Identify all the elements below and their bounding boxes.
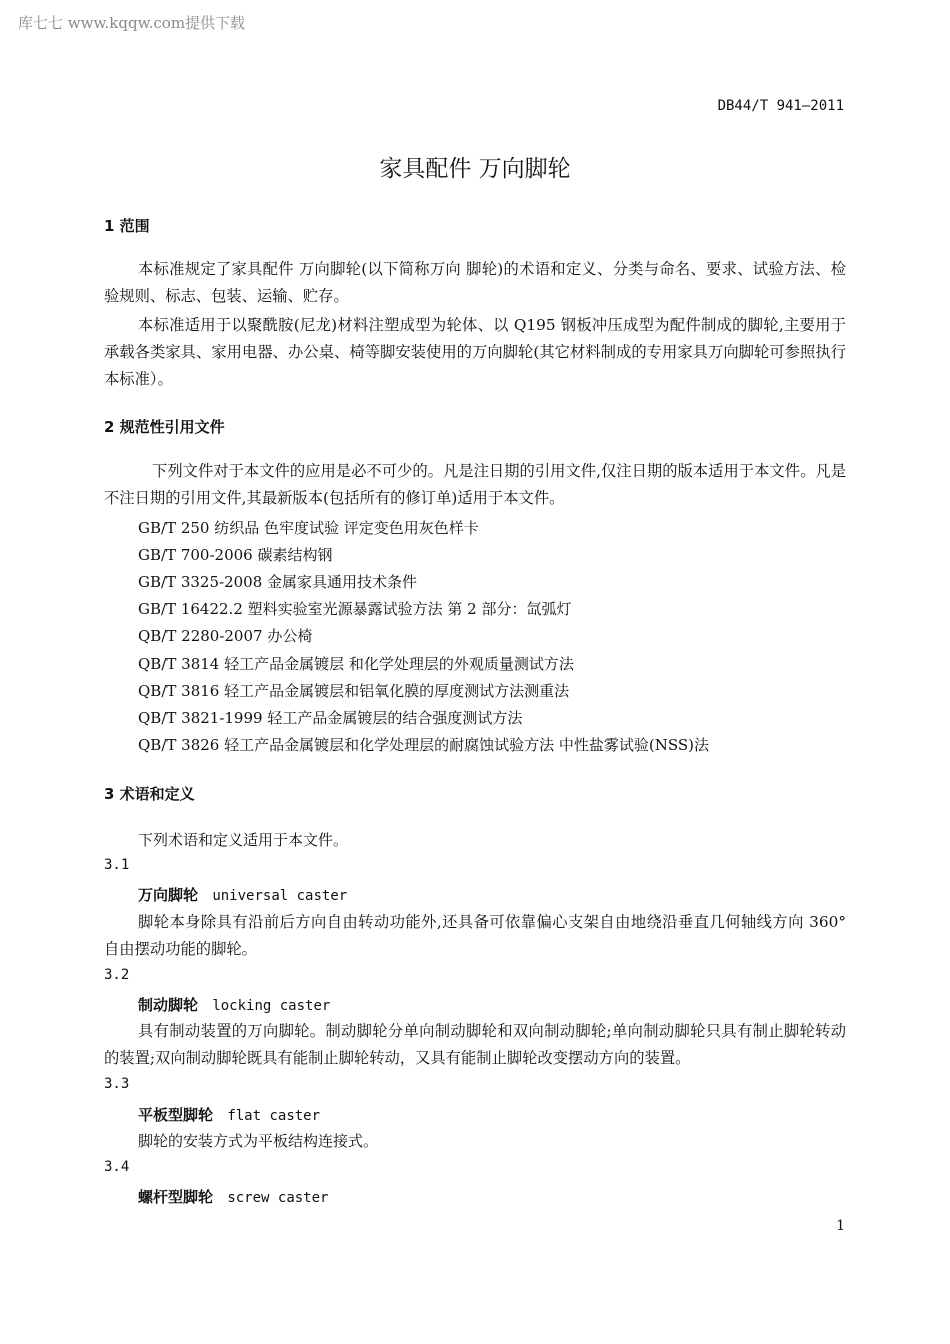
term-title	[138, 1186, 328, 1207]
term-title	[138, 884, 347, 905]
term-number: 3.3	[104, 1076, 130, 1092]
term-number: 3.2	[104, 967, 130, 983]
reference-item: QB/T 3814 轻工产品金属镀层 和化学处理层的外观质量测试方法	[138, 655, 574, 673]
term-definition: 具有制动装置的万向脚轮。制动脚轮分单向制动脚轮和双向制动脚轮;单向制动脚轮只具有制止脚轮转动的装置;双向制动脚轮既具有能制止脚轮转动，又具有能制止脚轮改变摆动方向的装置。	[104, 1022, 846, 1067]
document-id: DB44/T 941—2011	[717, 98, 844, 114]
reference-item: GB/T 700-2006 碳素结构钢	[138, 546, 333, 564]
section-2-intro: 下列文件对于本文件的应用是必不可少的。凡是注日期的引用文件,仅注日期的版本适用于本文件。凡是不注日期的引用文件,其最新版本(包括所有的修订单)适用于本文件。	[104, 462, 846, 507]
page-number: 1	[836, 1218, 845, 1234]
term-chinese: 平板型脚轮	[138, 1106, 214, 1124]
term-definition: 脚轮本身除具有沿前后方向自由转动功能外,还具备可依靠偏心支架自由地绕沿垂直几何轴线方向 360° 自由摆动功能的脚轮。	[104, 913, 846, 958]
section-3-heading: 3 术语和定义	[104, 785, 195, 803]
reference-item: GB/T 250 纺织品 色牢度试验 评定变色用灰色样卡	[138, 519, 479, 537]
reference-item: GB/T 16422.2 塑料实验室光源暴露试验方法 第 2 部分：氙弧灯	[138, 600, 572, 618]
term-english: locking caster	[212, 998, 331, 1014]
term-chinese: 制动脚轮	[138, 996, 199, 1014]
term-number: 3.1	[104, 857, 130, 873]
reference-item: GB/T 3325-2008 金属家具通用技术条件	[138, 573, 418, 591]
term-chinese: 万向脚轮	[138, 886, 199, 904]
page-title: 家具配件 万向脚轮	[379, 156, 571, 182]
section-1-heading: 1 范围	[104, 217, 150, 235]
term-chinese: 螺杆型脚轮	[138, 1188, 214, 1206]
reference-item: QB/T 2280-2007 办公椅	[138, 627, 313, 645]
term-title	[138, 994, 330, 1015]
reference-item: QB/T 3816 轻工产品金属镀层和铝氧化膜的厚度测试方法测重法	[138, 682, 570, 700]
reference-item: QB/T 3826 轻工产品金属镀层和化学处理层的耐腐蚀试验方法 中性盐雾试验(NSS)法	[138, 736, 709, 754]
term-number: 3.4	[104, 1159, 130, 1175]
term-english: screw caster	[227, 1190, 329, 1206]
watermark: 库七七 www.kqqw.com提供下载	[18, 14, 246, 32]
term-title	[138, 1104, 320, 1125]
term-english: universal caster	[212, 888, 348, 904]
section-1-paragraph-1: 本标准规定了家具配件 万向脚轮(以下简称万向 脚轮)的术语和定义、分类与命名、要求、试验方法、检验规则、标志、包装、运输、贮存。	[104, 260, 846, 305]
section-2-heading: 2 规范性引用文件	[104, 418, 225, 436]
section-1-paragraph-2: 本标准适用于以聚酰胺(尼龙)材料注塑成型为轮体、以 Q195 钢板冲压成型为配件制成的脚轮,主要用于承载各类家具、家用电器、办公桌、椅等脚安装使用的万向脚轮(其它材料制成的专用家具万向脚轮可参照执行本标准）。	[104, 316, 846, 388]
term-definition: 脚轮的安装方式为平板结构连接式。	[138, 1132, 379, 1150]
section-3-intro: 下列术语和定义适用于本文件。	[138, 831, 349, 849]
reference-item: QB/T 3821-1999 轻工产品金属镀层的结合强度测试方法	[138, 709, 523, 727]
term-english: flat caster	[227, 1108, 321, 1124]
